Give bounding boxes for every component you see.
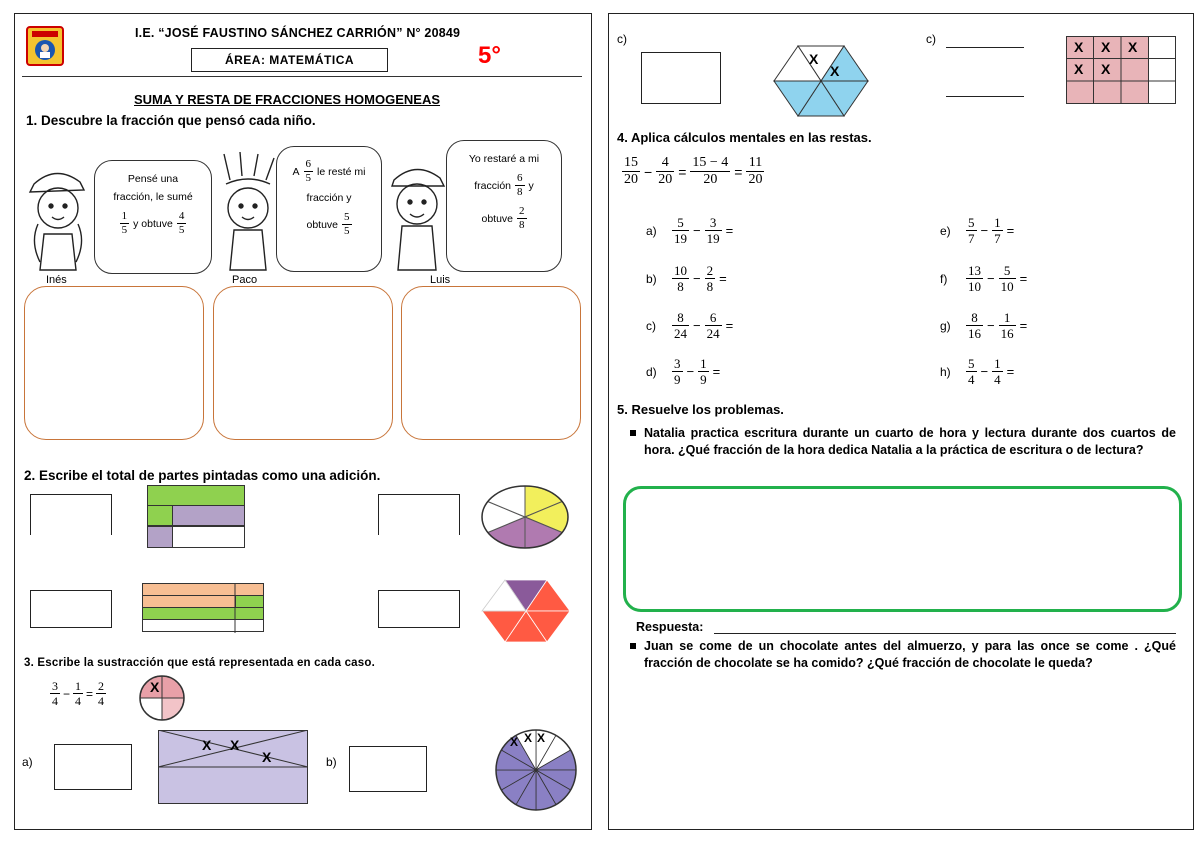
paco-line2: fracción y <box>306 192 352 204</box>
q3-example-frac-3: $\frac{2}{4}$ <box>98 679 105 708</box>
q4-item-c[interactable]: c) $\frac{8}{24}$ − $\frac{6}{24}$ = <box>646 310 734 341</box>
paco-name: Paco <box>232 274 258 286</box>
grade-label: 5° <box>478 42 501 69</box>
luis-speech-bubble <box>446 140 562 272</box>
q3-rect-x-1: X <box>202 737 212 753</box>
q3-rectangle-diagram <box>158 730 308 804</box>
answer-line-2[interactable] <box>946 96 1024 97</box>
q2-bar-diagram-2 <box>142 583 264 633</box>
q3-example-x: X <box>150 679 160 695</box>
q3-circle-x-1: X <box>510 735 519 749</box>
answer-label: Respuesta: <box>636 620 704 634</box>
luis-figure <box>384 160 450 274</box>
q4-example-expression: $\frac{15}{20}$ − $\frac{4}{20}$ = $\frac{15 - 4}{20}$ = $\frac{11}{20}$ <box>624 155 763 187</box>
q1-title: 1. Descubre la fracción que pensó cada niño. <box>26 113 316 128</box>
paco-speech-bubble <box>276 146 382 272</box>
q4-title: 4. Aplica cálculos mentales en las restas. <box>617 130 872 145</box>
ines-line1: Pensé una <box>127 173 179 185</box>
grid-x-1: X <box>1074 39 1084 55</box>
q3-example-circle <box>138 674 186 722</box>
right-hexagon-diagram <box>772 44 870 118</box>
q3-example-frac-1: $\frac{3}{4}$ <box>52 679 58 708</box>
luis-line2: fracción <box>474 179 511 192</box>
paco-fraction-start: $\frac{6}{5}$ <box>305 158 312 184</box>
answer-line[interactable] <box>714 633 1176 634</box>
q4-item-b[interactable]: b) $\frac{10}{8}$ − $\frac{2}{8}$ = <box>646 263 727 294</box>
right-answer-box-c[interactable] <box>641 52 721 104</box>
grid-x-4: X <box>1074 61 1084 77</box>
paco-line1: le resté mi <box>317 165 366 178</box>
area-label: ÁREA: MATEMÁTICA <box>224 53 355 67</box>
q2-hexagon-diagram <box>480 578 572 644</box>
area-box <box>191 48 388 72</box>
paco-figure <box>212 150 284 274</box>
luis-fraction-start: $\frac{6}{8}$ <box>517 172 523 198</box>
q3-example-expression: $\frac{3}{4}$ − $\frac{1}{4}$ = $\frac{2}{4}$ <box>52 679 105 708</box>
q4-ex-frac-3: $\frac{15 - 4}{20}$ <box>692 155 729 187</box>
answer-line-1[interactable] <box>946 47 1024 48</box>
q4-ex-frac-2: $\frac{4}{20}$ <box>658 155 673 187</box>
grid-x-2: X <box>1101 39 1111 55</box>
worksheet-title: SUMA Y RESTA DE FRACCIONES HOMOGENEAS <box>134 92 441 107</box>
q4-ex-frac-1: $\frac{15}{20}$ <box>624 155 638 187</box>
q4-item-a[interactable]: a) $\frac{5}{19}$ − $\frac{3}{19}$ = <box>646 215 734 246</box>
ines-name: Inés <box>46 274 67 286</box>
paco-answer-box[interactable] <box>213 286 393 440</box>
right-grid-diagram <box>1066 36 1176 104</box>
q3-title: 3. Escribe la sustracción que está representada en cada caso. <box>24 657 375 669</box>
school-name: I.E. “JOSÉ FAUSTINO SÁNCHEZ CARRIÓN” N° 20849 <box>135 26 461 40</box>
q2-title: 2. Escribe el total de partes pintadas como una adición. <box>24 468 381 483</box>
q3-example-frac-2: $\frac{1}{4}$ <box>75 679 82 708</box>
grid-x-5: X <box>1101 61 1111 77</box>
school-logo <box>26 26 64 66</box>
paco-pre-text: A <box>292 165 300 178</box>
q5-problem-1 <box>630 425 1176 459</box>
bullet-icon <box>630 643 636 649</box>
q3-rect-x-2: X <box>230 737 240 753</box>
q2-bar-diagram-1 <box>147 485 245 548</box>
luis-fraction-result: $\frac{2}{8}$ <box>519 205 525 231</box>
header-rule <box>22 76 582 77</box>
ines-figure <box>20 162 95 274</box>
ines-speech-bubble <box>94 160 212 274</box>
ines-fraction-result: $\frac{4}{5}$ <box>178 210 185 236</box>
ines-line2: fracción, le sumé <box>113 191 193 203</box>
ines-mid-text: y obtuve <box>133 217 173 230</box>
bullet-icon <box>630 430 636 436</box>
q4-item-d[interactable]: d) $\frac{3}{9}$ − $\frac{1}{9}$ = <box>646 356 721 387</box>
right-label-c2: c) <box>926 32 936 46</box>
q5-problem-2 <box>630 638 1176 672</box>
q5-title: 5. Resuelve los problemas. <box>617 402 784 417</box>
grid-x-3: X <box>1128 39 1138 55</box>
luis-y: y <box>528 179 534 192</box>
q2-answer-box-4[interactable] <box>378 590 460 628</box>
q5-problem-1-text: Natalia practica escritura durante un cuarto de hora y lectura durante dos cuartos de hora. ¿Qué fracción de la hora dedica Natalia a la práctica de escritura o de lectura? <box>644 426 1176 457</box>
luis-name: Luis <box>430 274 451 286</box>
luis-answer-box[interactable] <box>401 286 581 440</box>
q4-item-e[interactable]: e) $\frac{5}{7}$ − $\frac{1}{7}$ = <box>940 215 1015 246</box>
right-hex-x-2: X <box>830 63 840 79</box>
q5-problem-2-text: Juan se come de un chocolate antes del almuerzo, y para las once se come . ¿Qué fracción de chocolate se ha comido? ¿Qué fracción de chocolate le queda? <box>644 639 1176 670</box>
q3-circle-x-3: X <box>537 731 546 745</box>
q5-answer-box[interactable] <box>623 486 1182 612</box>
right-label-c: c) <box>617 32 627 46</box>
ines-fraction-added: $\frac{1}{5}$ <box>121 210 128 236</box>
q3-answer-box-a[interactable] <box>54 744 132 790</box>
q2-answer-box-1[interactable] <box>30 494 112 535</box>
q2-answer-box-3[interactable] <box>30 590 112 628</box>
q3-circle-diagram <box>494 728 578 812</box>
q2-answer-box-2[interactable] <box>378 494 460 535</box>
q3-circle-x-2: X <box>524 731 533 745</box>
paco-fraction-result: $\frac{5}{5}$ <box>344 211 350 237</box>
q3-label-b: b) <box>326 755 337 769</box>
paco-line3: obtuve <box>306 218 339 231</box>
right-hex-x-1: X <box>809 51 819 67</box>
q2-pie-diagram-1 <box>480 484 570 550</box>
ines-answer-box[interactable] <box>24 286 204 440</box>
q4-item-h[interactable]: h) $\frac{5}{4}$ − $\frac{1}{4}$ = <box>940 356 1015 387</box>
q3-label-a: a) <box>22 755 33 769</box>
q4-ex-frac-4: $\frac{11}{20}$ <box>748 155 763 187</box>
q3-answer-box-b[interactable] <box>349 746 427 792</box>
q4-item-g[interactable]: g) $\frac{8}{16}$ − $\frac{1}{16}$ = <box>940 310 1028 341</box>
q4-item-f[interactable]: f) $\frac{13}{10}$ − $\frac{5}{10}$ = <box>940 263 1028 294</box>
luis-line1: Yo restaré a mi <box>468 153 540 165</box>
q3-rect-x-3: X <box>262 749 272 765</box>
luis-line3: obtuve <box>481 212 514 225</box>
